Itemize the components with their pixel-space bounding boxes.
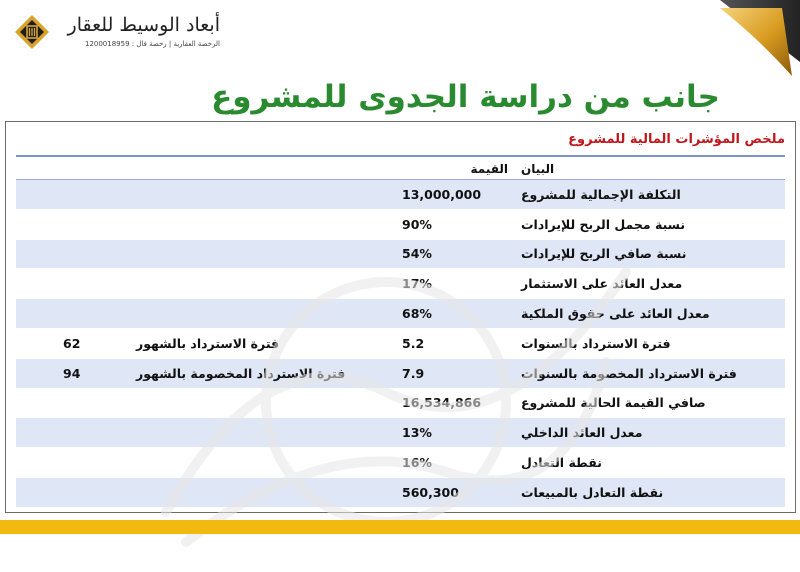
row-label: صافي القيمة الحالية للمشروع bbox=[521, 395, 706, 411]
table-row bbox=[16, 329, 785, 359]
brand-text bbox=[67, 12, 220, 60]
row-label: نسبة صافي الربح للإيرادات bbox=[521, 246, 687, 262]
header-label: البيان bbox=[521, 162, 555, 176]
row-value: 16% bbox=[402, 455, 432, 471]
row-label: معدل العائد على الاستثمار bbox=[521, 276, 683, 292]
table-row bbox=[16, 240, 785, 270]
page-title: جانب من دراسة الجدوى للمشروع bbox=[211, 79, 720, 115]
row-value: 560,300 bbox=[402, 484, 459, 500]
row-value: 17% bbox=[402, 276, 432, 292]
bottom-accent-bar bbox=[0, 520, 800, 534]
row-value: 68% bbox=[402, 306, 432, 322]
row-value: 13,000,000 bbox=[402, 186, 482, 202]
table-row bbox=[16, 359, 785, 389]
row-extra-value: 62 bbox=[63, 335, 81, 351]
row-extra-label: فترة الاسترداد المخصومة بالشهور bbox=[136, 365, 346, 381]
subtitle-divider bbox=[16, 155, 785, 157]
row-value: 54% bbox=[402, 246, 432, 262]
row-label: معدل العائد الداخلي bbox=[521, 425, 643, 441]
brand-logo-icon bbox=[14, 14, 50, 50]
header-value: القيمة bbox=[470, 162, 508, 176]
header bbox=[0, 0, 800, 120]
summary-title: ملخص المؤشرات المالية للمشروع bbox=[568, 132, 785, 147]
row-value: 7.9 bbox=[402, 365, 425, 381]
row-label: معدل العائد على حقوق الملكية bbox=[521, 306, 710, 322]
brand-license: الرخصة العقارية | رخصة فال : 1200018959 bbox=[84, 40, 220, 48]
table-row bbox=[16, 210, 785, 240]
row-value: 5.2 bbox=[402, 335, 425, 351]
row-value: 90% bbox=[402, 216, 432, 232]
table-header-row bbox=[16, 159, 785, 180]
row-label: فترة الاسترداد بالسنوات bbox=[521, 335, 671, 351]
summary-table-frame bbox=[5, 121, 796, 513]
row-extra-label: فترة الاسترداد بالشهور bbox=[136, 335, 280, 351]
table-row bbox=[16, 448, 785, 478]
table-row bbox=[16, 478, 785, 508]
summary-table bbox=[16, 159, 785, 508]
row-extra-value: 94 bbox=[63, 365, 81, 381]
table-row bbox=[16, 180, 785, 210]
row-label: نقطة التعادل bbox=[521, 455, 602, 471]
brand-name: أبعاد الوسيط للعقار bbox=[67, 14, 220, 36]
row-label: نسبة مجمل الربح للإيرادات bbox=[521, 216, 686, 232]
page-curl-decoration bbox=[690, 0, 800, 80]
row-label: نقطة التعادل بالمبيعات bbox=[521, 484, 664, 500]
row-label: التكلفة الإجمالية للمشروع bbox=[521, 186, 681, 202]
table-row bbox=[16, 299, 785, 329]
row-value: 16,534,866 bbox=[402, 395, 482, 411]
table-row bbox=[16, 418, 785, 448]
row-value: 13% bbox=[402, 425, 432, 441]
table-row bbox=[16, 269, 785, 299]
table-row bbox=[16, 389, 785, 419]
row-label: فترة الاسترداد المخصومة بالسنوات bbox=[521, 365, 737, 381]
